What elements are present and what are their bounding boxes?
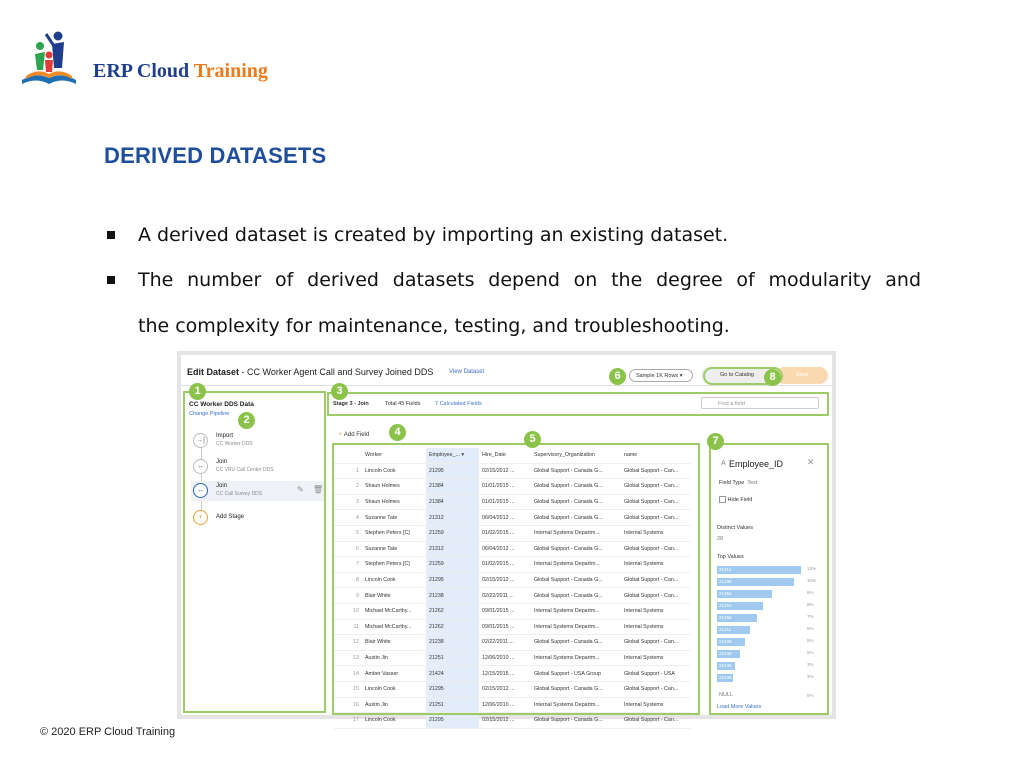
stage-source: CC Worker DDS [216, 441, 253, 447]
top-value-bar[interactable]: 21312 [717, 566, 801, 574]
table-cell: Global Support - Canada G... [531, 510, 621, 526]
dataset-editor-screenshot [177, 351, 836, 724]
table-cell: Global Support - USA [621, 666, 691, 682]
top-value-pct: 5% [807, 650, 814, 655]
table-cell: 21262 [426, 619, 479, 635]
table-cell: Suzanne Tate [362, 541, 426, 557]
null-value-label: NULL [719, 692, 734, 698]
table-cell: Amber Vasser [362, 666, 426, 682]
table-cell: 21384 [426, 494, 479, 510]
stage-name: Import [216, 433, 234, 439]
stage-source: CC Call Survey DDS [216, 491, 263, 497]
table-cell: 21295 [426, 713, 479, 729]
table-cell: Michael McCarthy... [362, 603, 426, 619]
callout-box-3 [327, 392, 829, 416]
callout-box-1 [183, 391, 326, 713]
view-dataset-link[interactable]: View Dataset [449, 369, 485, 375]
table-cell: Global Support - Can... [621, 463, 691, 479]
plus-icon: + [193, 510, 208, 525]
bullet-text-2-cont: the complexity for maintenance, testing, and troubleshooting. [138, 315, 730, 337]
table-cell: 06/04/2012 ... [479, 510, 531, 526]
table-cell: 21262 [426, 603, 479, 619]
table-cell: 21384 [426, 479, 479, 495]
table-cell: Internal Systems [621, 697, 691, 713]
table-cell: Global Support - Can... [621, 479, 691, 495]
top-value-pct: 6% [807, 626, 814, 631]
row-number: 17 [334, 713, 362, 729]
row-number: 4 [334, 510, 362, 526]
table-cell: Stephen Peters [C] [362, 525, 426, 541]
top-value-pct: 3% [807, 674, 814, 679]
table-cell: 12/06/2010 ... [479, 650, 531, 666]
row-number: 16 [334, 697, 362, 713]
row-number: 2 [334, 479, 362, 495]
row-number: 13 [334, 650, 362, 666]
table-cell: Global Support - Can... [621, 588, 691, 604]
bullet-text-2: The number of derived datasets depend on the degree of modularity and [138, 269, 921, 291]
stage-name: Join [216, 483, 228, 489]
table-cell: 21251 [426, 697, 479, 713]
join-icon: ↔ [193, 483, 208, 498]
erp-logo-graphic [18, 28, 80, 86]
table-cell: Lincoln Cook [362, 713, 426, 729]
table-cell: Internal Systems [621, 650, 691, 666]
table-cell: Global Support - Can... [621, 494, 691, 510]
column-header[interactable]: Hire_Date [479, 448, 531, 463]
table-cell: Lincoln Cook [362, 572, 426, 588]
pipeline-title: CC Worker DDS Data [189, 401, 254, 408]
callout-box-5 [332, 443, 700, 715]
column-header[interactable]: Worker [362, 448, 426, 463]
row-number: 6 [334, 541, 362, 557]
top-value-bar[interactable]: 21248 [717, 650, 740, 658]
table-cell: Austin Jin [362, 650, 426, 666]
table-cell: Global Support - Can... [621, 510, 691, 526]
callout-box-7 [709, 443, 829, 715]
table-cell: 21295 [426, 681, 479, 697]
table-cell: Global Support - Canada G... [531, 588, 621, 604]
table-cell: Michael McCarthy... [362, 619, 426, 635]
column-header-selected[interactable]: Employee_... ▾ [426, 448, 479, 463]
logo-wordmark: ERP Cloud Training [93, 60, 268, 82]
table-cell: 21312 [426, 541, 479, 557]
plus-icon: + [339, 432, 343, 438]
table-cell: Global Support - Canada G... [531, 463, 621, 479]
bullet-marker [107, 231, 115, 239]
top-value-bar[interactable]: 21240 [719, 675, 732, 680]
stage-label: Stage 3 - Join [333, 401, 369, 407]
column-header[interactable]: Supervisory_Organization [531, 448, 621, 463]
table-cell: Global Support - Canada G... [531, 713, 621, 729]
close-icon[interactable]: ✕ [807, 457, 815, 467]
callout-badge: 7 [707, 433, 724, 450]
null-value-pct: 0% [807, 693, 814, 698]
top-value-bar[interactable]: 21211 [717, 626, 750, 634]
table-cell: Internal Systems Departm... [531, 650, 621, 666]
top-value-pct: 3% [807, 662, 814, 667]
callout-badge: 6 [609, 368, 626, 385]
row-number: 15 [334, 681, 362, 697]
go-to-catalog-button[interactable]: Go to Catalog [701, 367, 773, 384]
load-more-link[interactable]: Load More Values [717, 704, 762, 710]
sample-rows-select[interactable]: Sample 1K Rows ▾ [629, 369, 693, 382]
find-field-input[interactable]: Find a field [701, 397, 819, 409]
add-field-label: Add Field [343, 432, 370, 438]
table-cell: Global Support - USA Group [531, 666, 621, 682]
table-cell: Lincoln Cook [362, 681, 426, 697]
callout-badge: 4 [389, 424, 406, 441]
top-value-bar[interactable]: 21251 [717, 602, 763, 610]
table-cell: 09/01/2015 ... [479, 603, 531, 619]
top-value-bar[interactable]: 21259 [717, 614, 757, 622]
table-cell: Global Support - Canada G... [531, 479, 621, 495]
table-cell: Blair White [362, 588, 426, 604]
top-values-label: Top Values [717, 554, 744, 560]
table-cell: Global Support - Canada G... [531, 681, 621, 697]
edit-icon[interactable]: ✎ [297, 485, 304, 494]
row-number: 3 [334, 494, 362, 510]
table-cell: 02/22/2011 ... [479, 635, 531, 651]
table-cell: 06/04/2012 ... [479, 541, 531, 557]
table-cell: Internal Systems Departm... [531, 525, 621, 541]
top-value-pct: 13% [807, 566, 817, 571]
row-number: 12 [334, 635, 362, 651]
table-cell: 02/15/2012 ... [479, 463, 531, 479]
field-type-row: Field Type Text [719, 480, 758, 486]
bullet-marker [107, 276, 115, 284]
total-fields[interactable]: Total 45 Fields [385, 401, 421, 407]
row-number: 5 [334, 525, 362, 541]
editor-title: Edit Dataset - CC Worker Agent Call and Survey Joined DDS [187, 367, 434, 377]
top-value-pct: 8% [807, 602, 814, 607]
table-cell: Internal Systems Departm... [531, 557, 621, 573]
top-value-pct: 7% [807, 614, 814, 619]
stage-source: CC VRU Call Center DDS [216, 467, 274, 473]
field-title: Employee_ID [729, 459, 784, 469]
row-number: 10 [334, 603, 362, 619]
table-cell: 02/15/2012 ... [479, 572, 531, 588]
table-cell: 21295 [426, 463, 479, 479]
table-cell: 02/15/2012 ... [479, 713, 531, 729]
distinct-values-count: 28 [717, 536, 724, 542]
table-cell: 01/01/2015 ... [479, 494, 531, 510]
table-cell: Shaun Holmes [362, 494, 426, 510]
top-value-bar[interactable]: 21249 [717, 662, 735, 670]
table-cell: Blair White [362, 635, 426, 651]
table-cell: Global Support - Can... [621, 635, 691, 651]
table-cell: 12/15/2015 ... [479, 666, 531, 682]
table-cell: 01/01/2015 ... [479, 479, 531, 495]
join-icon: ↔ [193, 459, 208, 474]
table-cell: 02/15/2012 ... [479, 681, 531, 697]
callout-badge: 2 [238, 412, 255, 429]
row-number: 11 [334, 619, 362, 635]
callout-badge: 3 [331, 383, 348, 400]
table-cell: Global Support - Canada G... [531, 572, 621, 588]
caret-icon: A [721, 460, 726, 467]
table-cell: Global Support - Can... [621, 713, 691, 729]
table-cell: Global Support - Can... [621, 541, 691, 557]
table-cell: 21238 [426, 635, 479, 651]
callout-badge: 8 [764, 369, 781, 386]
distinct-values-label: Distinct Values [717, 525, 753, 531]
callout-badge: 1 [189, 383, 206, 400]
row-number: 14 [334, 666, 362, 682]
table-cell: 09/01/2015 ... [479, 619, 531, 635]
table-cell: Lincoln Cook [362, 463, 426, 479]
stage-name: Join [216, 459, 228, 465]
table-cell: Internal Systems [621, 525, 691, 541]
table-cell: Internal Systems [621, 619, 691, 635]
top-value-pct: 10% [807, 578, 817, 583]
top-value-bar[interactable]: 21384 [717, 590, 772, 598]
table-cell: Global Support - Canada G... [531, 635, 621, 651]
table-cell: 01/02/2015 ... [479, 525, 531, 541]
row-number: 9 [334, 588, 362, 604]
slide-title: DERIVED DATASETS [104, 143, 327, 168]
table-cell: 01/02/2015 ... [479, 557, 531, 573]
save-button[interactable]: Save [776, 367, 828, 384]
calculated-fields-link[interactable]: 7 Calculated Fields [435, 401, 482, 407]
table-cell: Global Support - Can... [621, 572, 691, 588]
table-cell: 21251 [426, 650, 479, 666]
table-cell: Global Support - Canada G... [531, 541, 621, 557]
table-cell: Global Support - Canada G... [531, 494, 621, 510]
copyright-footer: © 2020 ERP Cloud Training [40, 726, 176, 738]
add-field-button[interactable] [339, 432, 369, 438]
top-value-pct: 5% [807, 638, 814, 643]
table-cell: Stephen Peters [C] [362, 557, 426, 573]
table-cell: Internal Systems [621, 603, 691, 619]
stage-name: Add Stage [216, 514, 245, 520]
table-cell: 21259 [426, 525, 479, 541]
table-cell: 21295 [426, 572, 479, 588]
trash-icon[interactable]: 🗑 [313, 485, 324, 494]
callout-badge: 5 [524, 431, 541, 448]
table-cell: Internal Systems Departm... [531, 603, 621, 619]
table-cell: 02/22/2011 ... [479, 588, 531, 604]
column-header[interactable]: name [621, 448, 691, 463]
table-cell: Suzanne Tate [362, 510, 426, 526]
bullet-text-1: A derived dataset is created by importing an existing dataset. [138, 224, 729, 246]
table-cell: Internal Systems [621, 557, 691, 573]
table-cell: 12/06/2010 ... [479, 697, 531, 713]
table-cell: 21259 [426, 557, 479, 573]
table-cell: 21238 [426, 588, 479, 604]
change-pipeline-link[interactable]: Change Pipeline [189, 411, 230, 417]
top-value-bar[interactable]: 21295 [717, 578, 794, 586]
top-value-bar[interactable]: 21238 [717, 638, 745, 646]
top-value-pct: 9% [807, 590, 814, 595]
row-number: 8 [334, 572, 362, 588]
import-icon: →| [193, 433, 208, 448]
table-cell: 21424 [426, 666, 479, 682]
row-number: 1 [334, 463, 362, 479]
table-cell: Global Support - Can... [621, 681, 691, 697]
table-cell: Internal Systems Departm... [531, 697, 621, 713]
table-cell: 21312 [426, 510, 479, 526]
row-number: 7 [334, 557, 362, 573]
table-cell: Austin Jin [362, 697, 426, 713]
hide-field-checkbox[interactable]: Hide Field [719, 496, 752, 503]
table-cell: Shaun Holmes [362, 479, 426, 495]
table-cell: Internal Systems Departm... [531, 619, 621, 635]
